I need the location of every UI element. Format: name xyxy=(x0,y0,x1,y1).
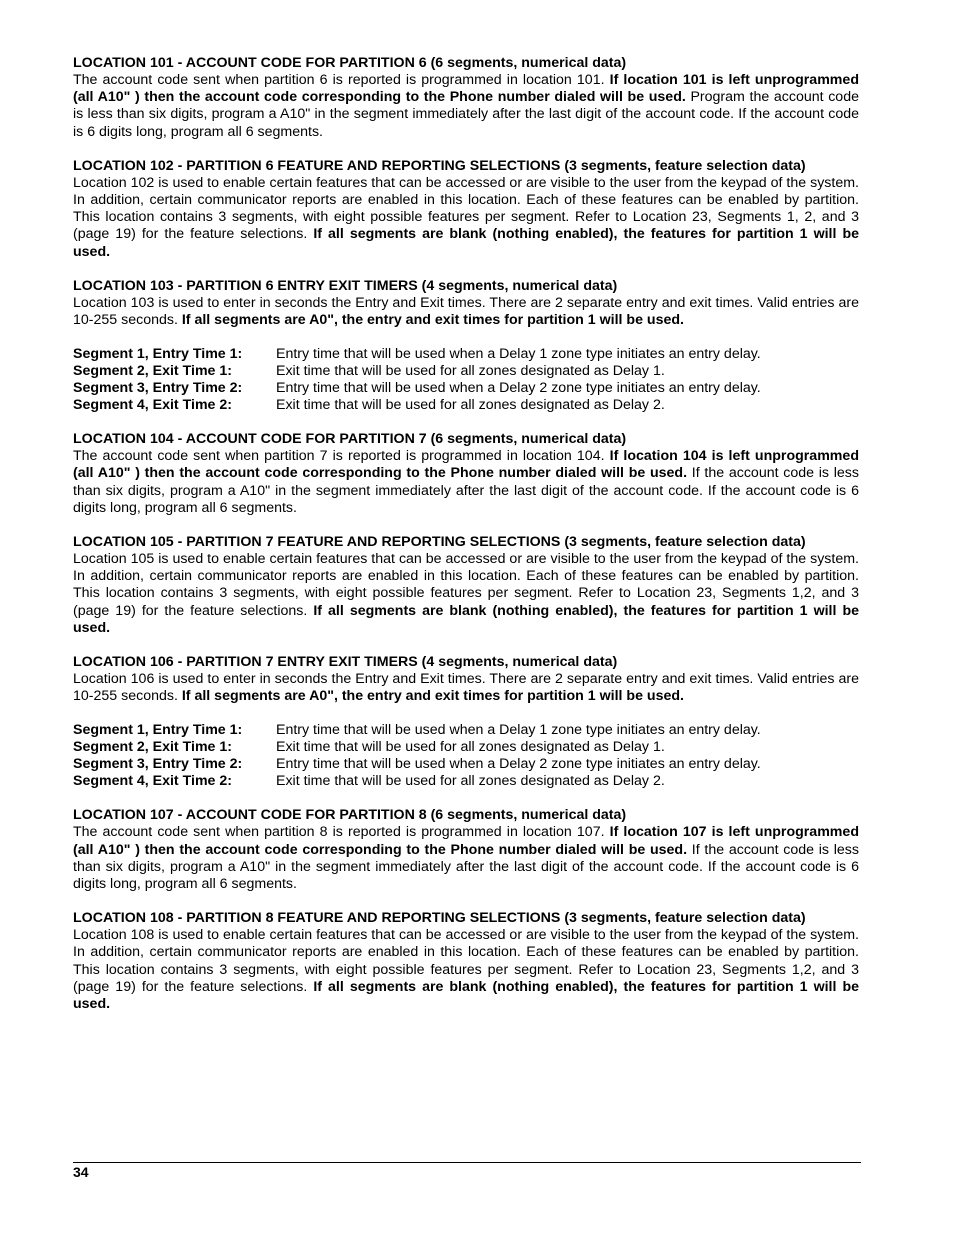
body-text: Location 102 is used to enable certain features that can be accessed or are visible to the user from the keypad of the system. In addition, certain communicator reports are enabled in this location. Each of these features can be enabled by partition. This location contains 3 segments, with eight possible features per segment. Refer to Location 23, Segments 1, 2, and 3 (page 19) for the feature selections. xyxy=(73,174,859,243)
segment-label: Segment 2, Exit Time 1: xyxy=(73,739,233,756)
segment-row xyxy=(73,756,859,773)
section-location-103 xyxy=(73,278,859,329)
segment-description: Entry time that will be used when a Delay 2 zone type initiates an entry delay. xyxy=(276,380,761,397)
body-text: Program the account code is less than six digits, program a A10" in the segment immediately after the last digit of the account code. If the account code is 6 digits long, program all 6 segments. xyxy=(73,89,859,140)
segment-row xyxy=(73,380,859,397)
segment-label: Segment 4, Exit Time 2: xyxy=(73,773,233,790)
segment-label: Segment 1, Entry Time 1: xyxy=(73,722,243,739)
segment-row xyxy=(73,363,859,380)
timer-segments-106 xyxy=(73,722,859,790)
section-body xyxy=(73,551,859,637)
segment-description: Entry time that will be used when a Delay 2 zone type initiates an entry delay. xyxy=(276,756,761,773)
body-bold-text: If location 107 is left unprogrammed (all A10" ) then the account code corresponding to the Phone number dialed will be used. xyxy=(73,824,859,858)
segment-label: Segment 2, Exit Time 1: xyxy=(73,363,233,380)
section-location-102 xyxy=(73,158,859,261)
section-location-101 xyxy=(73,55,859,141)
body-text: Location 106 is used to enter in seconds the Entry and Exit times. There are 2 separate entry and exit times. Valid entries are 10-255 seconds. xyxy=(73,671,859,705)
segment-row xyxy=(73,773,859,790)
section-heading: LOCATION 105 - PARTITION 7 FEATURE AND REPORTING SELECTIONS (3 segments, feature selection data) xyxy=(73,534,806,551)
section-body xyxy=(73,448,859,517)
body-bold-text: If all segments are blank (nothing enabled), the features for partition 1 will be used. xyxy=(73,226,860,260)
segment-description: Exit time that will be used for all zones designated as Delay 2. xyxy=(276,397,665,414)
body-text: Location 108 is used to enable certain features that can be accessed or are visible to the user from the keypad of the system. In addition, certain communicator reports are enabled in this location. Each of these features can be enabled by partition. This location contains 3 segments, with eight possible features per segment. Refer to Location 23, Segments 1,2, and 3 (page 19) for the feature selections. xyxy=(73,927,859,995)
section-location-106 xyxy=(73,654,859,705)
page-number: 34 xyxy=(73,1164,89,1180)
segment-row xyxy=(73,722,859,739)
section-location-105 xyxy=(73,534,859,637)
body-text: The account code sent when partition 7 is reported is programmed in location 104. xyxy=(73,448,610,465)
segment-label: Segment 1, Entry Time 1: xyxy=(73,346,243,363)
body-bold-text: If location 101 is left unprogrammed (all A10" ) then the account code corresponding to the Phone number dialed will be used. xyxy=(73,72,859,106)
segment-row xyxy=(73,346,859,363)
body-text: The account code sent when partition 8 is reported is programmed in location 107. xyxy=(73,824,610,841)
section-heading: LOCATION 108 - PARTITION 8 FEATURE AND REPORTING SELECTIONS (3 segments, feature selection data) xyxy=(73,910,806,927)
section-location-108 xyxy=(73,910,859,1013)
segment-label: Segment 3, Entry Time 2: xyxy=(73,756,243,773)
footer-rule xyxy=(73,1162,861,1163)
section-body xyxy=(73,175,859,261)
timer-segments-103 xyxy=(73,346,859,414)
segment-description: Entry time that will be used when a Delay 1 zone type initiates an entry delay. xyxy=(276,722,761,739)
body-text: The account code sent when partition 6 is reported is programmed in location 101. xyxy=(73,72,610,88)
section-body xyxy=(73,72,859,141)
section-heading: LOCATION 106 - PARTITION 7 ENTRY EXIT TIMERS (4 segments, numerical data) xyxy=(73,654,618,671)
segment-description: Exit time that will be used for all zones designated as Delay 1. xyxy=(276,739,665,756)
segment-description: Exit time that will be used for all zones designated as Delay 1. xyxy=(276,363,665,380)
section-heading: LOCATION 101 - ACCOUNT CODE FOR PARTITION 6 (6 segments, numerical data) xyxy=(73,55,627,71)
section-body xyxy=(73,824,859,893)
body-bold-text: If all segments are blank (nothing enabled), the features for partition 1 will be used. xyxy=(73,978,860,1013)
section-location-107 xyxy=(73,807,859,893)
body-text: Location 105 is used to enable certain features that can be accessed or are visible to the user from the keypad of the system. In addition, certain communicator reports are enabled in this location. Each of these features can be enabled by partition. This location contains 3 segments, with eight possible features per segment. Refer to Location 23, Segments 1,2, and 3 (page 19) for the feature selections. xyxy=(73,551,859,619)
segment-row xyxy=(73,397,859,414)
segment-label: Segment 4, Exit Time 2: xyxy=(73,397,233,414)
segment-description: Entry time that will be used when a Delay 1 zone type initiates an entry delay. xyxy=(276,346,761,363)
section-heading: LOCATION 103 - PARTITION 6 ENTRY EXIT TIMERS (4 segments, numerical data) xyxy=(73,277,618,294)
section-heading: LOCATION 107 - ACCOUNT CODE FOR PARTITION 8 (6 segments, numerical data) xyxy=(73,807,627,824)
segment-description: Exit time that will be used for all zones designated as Delay 2. xyxy=(276,773,665,790)
segment-label: Segment 3, Entry Time 2: xyxy=(73,380,243,397)
body-bold-text: If all segments are A0", the entry and exit times for partition 1 will be used. xyxy=(181,688,684,705)
section-body xyxy=(73,295,859,329)
section-heading: LOCATION 104 - ACCOUNT CODE FOR PARTITION 7 (6 segments, numerical data) xyxy=(73,431,627,448)
body-bold-text: If all segments are blank (nothing enabled), the features for partition 1 will be used. xyxy=(73,602,860,636)
document-page xyxy=(73,55,859,1030)
body-text: If the account code is less than six digits, program a A10" in the segment immediately after the last digit of the account code. If the account code is 6 digits long, program all 6 segments. xyxy=(73,841,859,893)
body-text: Location 103 is used to enter in seconds the Entry and Exit times. There are 2 separate entry and exit times. Valid entries are 10-255 seconds. xyxy=(73,294,859,329)
section-body xyxy=(73,927,859,1013)
section-heading: LOCATION 102 - PARTITION 6 FEATURE AND REPORTING SELECTIONS (3 segments, feature selection data) xyxy=(73,157,806,174)
section-location-104 xyxy=(73,431,859,517)
body-bold-text: If all segments are A0", the entry and exit times for partition 1 will be used. xyxy=(181,312,684,329)
section-body xyxy=(73,671,859,705)
segment-row xyxy=(73,739,859,756)
body-text: If the account code is less than six digits, program a A10" in the segment immediately after the last digit of the account code. If the account code is 6 digits long, program all 6 segments. xyxy=(73,465,859,516)
body-bold-text: If location 104 is left unprogrammed (all A10" ) then the account code corresponding to the Phone number dialed will be used. xyxy=(73,448,859,482)
